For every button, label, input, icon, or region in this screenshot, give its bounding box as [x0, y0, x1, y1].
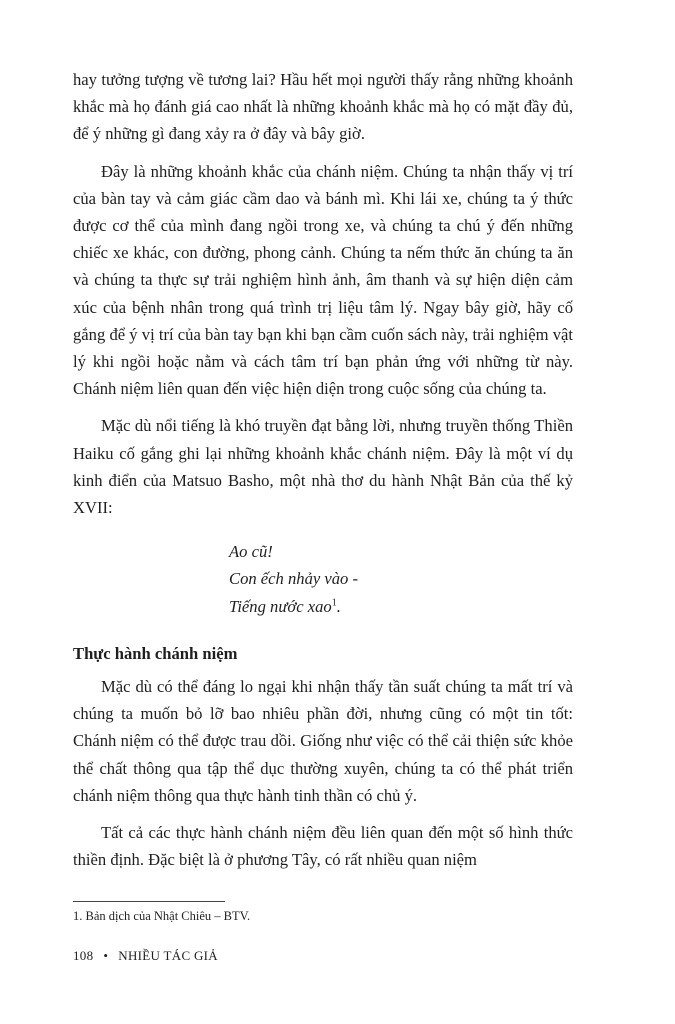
paragraph-5: Tất cả các thực hành chánh niệm đều liên quan đến một số hình thức thiền định. Đặc biệt là ở phương Tây, có rất nhiều quan niệm: [73, 823, 573, 870]
footnote-divider: [73, 901, 225, 902]
footer-author: NHIỀU TÁC GIẢ: [118, 948, 218, 963]
poem-line-2: Con ếch nhảy vào -: [229, 569, 359, 589]
section-heading: Thực hành chánh niệm: [73, 643, 238, 663]
footnote-reference[interactable]: 1: [331, 597, 337, 609]
poem-line-3-text: Tiếng nước xao: [229, 596, 332, 616]
footnote: 1. Bản dịch của Nhật Chiêu – BTV.: [73, 909, 251, 923]
page-number: 108: [73, 948, 94, 963]
running-footer: [73, 946, 218, 966]
poem-line-3: Tiếng nước xao$^1$.: [229, 596, 341, 616]
haiku-poem: [229, 538, 573, 620]
paragraph-1: hay tưởng tượng về tương lai? Hầu hết mọi người thấy rằng những khoảnh khắc mà họ đánh giá cao nhất là những khoảnh khắc mà họ có mặt đầy đủ, để ý những gì đang xảy ra ở đây và bây giờ.: [73, 70, 573, 144]
paragraph-3: Mặc dù nổi tiếng là khó truyền đạt bằng lời, nhưng truyền thống Thiền Haiku cố gắng ghi lại những khoảnh khắc chánh niệm. Đây là một ví dụ kinh điển của Matsuo Basho, một nhà thơ du hành Nhật Bản của thế kỷ XVII:: [73, 416, 573, 518]
paragraph-2: Đây là những khoảnh khắc của chánh niệm. Chúng ta nhận thấy vị trí của bàn tay và cảm giác cầm dao và bánh mì. Khi lái xe, chúng ta ý thức được cơ thể của mình đang ngồi trong xe, và chúng ta chú ý đến những chiếc xe khác, con đường, phong cảnh. Chúng ta nếm thức ăn chúng ta ăn và chúng ta thực sự trải nghiệm hình ảnh, âm thanh và sự hiện diện cảm xúc của bệnh nhân trong quá trình trị liệu tâm lý. Ngay bây giờ, hãy cố gắng để ý vị trí của bàn tay bạn khi bạn cầm cuốn sách này, trải nghiệm vật lý khi ngồi hoặc nằm và cách tâm trí bạn phản ứng với những từ này. Chánh niệm liên quan đến việc hiện diện trong cuộc sống của chúng ta.: [73, 161, 573, 399]
page-body: [73, 66, 573, 883]
poem-line-1: Ao cũ!: [229, 542, 273, 562]
paragraph-4: Mặc dù có thể đáng lo ngại khi nhận thấy tần suất chúng ta mất trí và chúng ta muốn bỏ lỡ bao nhiêu phần đời, nhưng cũng có một tin tốt: Chánh niệm có thể được trau dồi. Giống như việc có thể cải thiện sức khỏe thể chất thông qua tập thể dục thường xuyên, chúng ta có thể phát triển chánh niệm thông qua thực hành tinh thần có chủ ý.: [73, 677, 573, 805]
footer-separator: •: [103, 948, 109, 963]
